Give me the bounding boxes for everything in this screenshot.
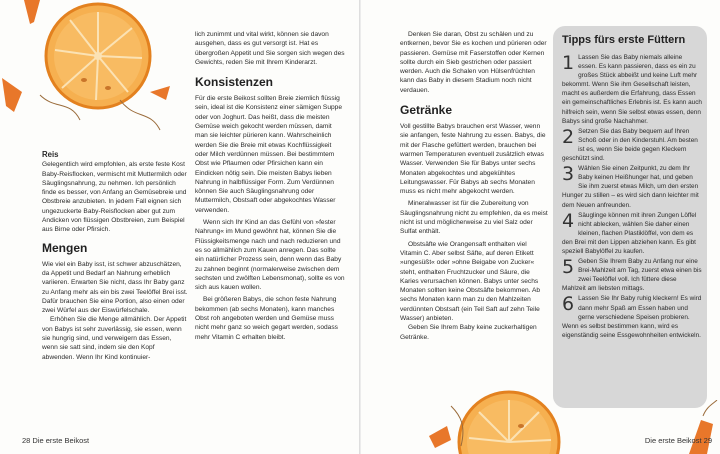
paragraph: Bei größeren Babys, die schon feste Nahrung bekommen (ab sechs Monaten), kann manches Obst roh angeboten werden und Gemüse muss nicht mehr ganz so weich gegart werden, sodass mehr Vitamin C erhalten bleibt. [195,296,338,341]
section-heading-reis: Reis [42,150,59,159]
paragraph: Geben Sie Ihrem Baby keine zuckerhaltigen Getränke. [400,324,537,341]
paragraph: Mineralwasser ist für die Zubereitung von Säuglingsnahrung nicht zu empfehlen, da es meist nicht ist und möglicherweise zu viel Salz oder Sulfat enthält. [400,200,548,236]
paragraph: Gelegentlich wird empfohlen, als erste feste Kost Baby-Reisflocken, vermischt mit Muttermilch oder Säuglingsnahrung, zu nehmen. Ich persönlich finde es besser, von Anfang an Gemüsebreie und Obstbreie anzubieten. In jedem Fall eignen sich ungezuckerte Baby-Reisflocken aber gut zum Andicken von flüssigen Obstbreien, zum Beispiel aus Birne oder Pfirsich. [42,161,187,234]
left-column-2 [195,30,345,342]
tip-text: Lassen Sie Ihr Baby ruhig kleckern! Es wird dann mehr Spaß am Essen haben und gerne verschiedene Speisen probieren. Wenn es selbst bestimmen kann, wird es eigenständig seine Essgewohnheiten entwickeln. [562,295,702,339]
page-number-left: 28 Die erste Beikost [22,436,90,445]
tip-number: 1 [562,52,575,74]
paragraph: lich zunimmt und vital wirkt, können sie davon ausgehen, dass es gut versorgt ist. Hat es übergroßen Appetit und Sie sorgen sich wegen des Gewichts, reden Sie mit Ihrem Kinderarzt. [195,31,345,66]
tip-number: 2 [562,125,575,148]
paragraph: Denken Sie daran, Obst zu schälen und zu entkernen, bevor Sie es kochen und pürieren oder passieren. Gemüse mit Faserstoffen oder Kernen sollte durch ein Sieb gestrichen oder passiert werden. Auch die Schalen von Hülsenfrüchten kann das Baby in diesem Stadium noch nicht verdauen. [400,31,547,94]
tip-item [562,211,702,256]
tips-title: Tipps fürs erste Füttern [562,34,686,46]
tip-text: Wählen Sie einen Zeitpunkt, zu dem Ihr Baby keinen Heißhunger hat, und geben Sie ihm zuerst etwas Milch, um den ersten Hunger zu stillen – es wird sich dann leichter mit dem Neuen anfreunden. [562,165,699,209]
tip-text: Setzen Sie das Baby bequem auf Ihren Schoß oder in den Kinderstuhl. Am besten ist es, wenn Sie beide gegen Kleckern geschützt sind. [562,127,698,163]
tip-item [562,127,702,163]
right-column-1 [400,30,548,342]
tip-number: 6 [562,293,575,316]
tip-number: 4 [562,209,575,232]
tip-number: 5 [562,256,575,279]
tip-item [562,294,702,339]
section-heading-getraenke: Getränke [400,103,453,118]
paragraph: Wenn sich Ihr Kind an das Gefühl von »fester Nahrung« im Mund gewöhnt hat, können Sie die Flüssigkeitsmenge nach und nach reduzieren und es so allmählich zum Kauen anregen. Das sollte ein natürlicher Prozess sein, denn wenn das Baby zu zahnen beginnt (normalerweise zwischen dem sechsten und zwölften Lebensmonat), sollte es von sich aus kauen wollen. [195,219,345,292]
page-number-right: Die erste Beikost 29 [644,436,712,445]
left-page [0,0,359,454]
tip-number: 3 [562,163,575,186]
paragraph: Voll gestillte Babys brauchen erst Wasser, wenn sie anfangen, feste Nahrung zu essen. Babys, die mit der Flasche gefüttert werden, brauchen bei warmen Temperaturen eventuell zusätzlich etwas Wasser. Verwenden Sie für Babys unter sechs Monaten abgekochtes und abgekühltes Leitungswasser. Für Babys ab sechs Monaten muss es nicht mehr abgekocht werden. [400,123,546,196]
tip-text: Säuglinge können mit ihren Zungen Löffel nicht ablecken, wählen Sie daher einen kleinen, flachen Plastiklöffel, von dem es den Brei mit den Lippen abziehen kann. Es gibt speziell Babylöffel zu kaufen. [562,211,697,255]
tip-item [562,53,702,126]
left-column-1 [42,150,188,362]
paragraph: Wie viel ein Baby isst, ist schwer abzuschätzen, da Appetit und Bedarf an Nahrung erheblich variieren. Erwarten Sie nicht, dass Ihr Baby ganz zu Anfang mehr als ein bis zwei Teelöffel Brei isst. Dafür brauchen Sie eine Portion, also einen oder zwei Würfel aus der Eiswürfelschale. [42,260,188,315]
paragraph: Obstsäfte wie Orangensaft enthalten viel Vitamin C. Aber selbst Säfte, auf deren Etikett »ungesüßt« oder »ohne Beigabe von Zucker« steht, enthalten Fruchtzucker und Säure, die Karies verursachen können. Babys unter sechs Monaten sollten keine Obstsäfte bekommen. Ab sechs Monaten kann man zu den Mahlzeiten verdünnten Obstsaft (ein Teil Saft auf zehn Teile Wasser) anbieten. [400,240,541,323]
tips-sidebar [562,34,702,341]
carrot-piece-illustration [683,400,720,454]
section-heading-konsistenzen: Konsistenzen [195,75,274,90]
tip-text: Lassen Sie das Baby niemals alleine essen. Es kann passieren, dass es ein zu großes Stück abbeißt und keine Luft mehr bekommt. Wenn Sie ihm Gesellschaft leisten, macht es außerdem die Erfahrung, dass Essen ein gemeinschaftliches Erlebnis ist. Es kann auch hilfreich sein, wenn Sie selbst etwas essen, denn Babys sind große Nachahmer. [562,54,702,125]
orange-slice-illustration [0,0,175,140]
paragraph: Erhöhen Sie die Menge allmählich. Der Appetit von Babys ist sehr zuverlässig, sie essen, wenn sie hungrig sind, und verweigern das Essen, wenn sie satt sind, indem sie den Kopf abwenden. Wenn Ihr Kind kontinuier- [42,316,187,361]
tip-text: Geben Sie Ihrem Baby zu Anfang nur eine Brei-Mahlzeit am Tag, zuerst etwa einen bis zwei Teelöffel voll. Ich füttere diese Mahlzeit am liebsten mittags. [562,258,702,293]
paragraph: Für die erste Beikost sollten Breie ziemlich flüssig sein, ideal ist die Konsistenz einer sämigen Suppe oder von Joghurt. Das heißt, dass die meisten Gemüse weich gekocht werden müssen, damit man sie leichter pürieren kann. Wahrscheinlich werden Sie die Breie mit etwas Kochflüssigkeit oder Milch verdünnen müssen. Bei bestimmtem Obst wie Pflaumen oder Pfirsichen kann ein Eindicken nötig sein. Die meisten Babys lieben Nahrung in halbflüssiger Form. Zum Verdünnen können Sie auch Säuglingsnahrung oder Muttermilch, Obstsaft oder abgekochtes Wasser verwenden. [195,95,342,214]
tip-item [562,257,702,293]
section-heading-mengen: Mengen [42,240,88,255]
tip-item [562,164,702,209]
